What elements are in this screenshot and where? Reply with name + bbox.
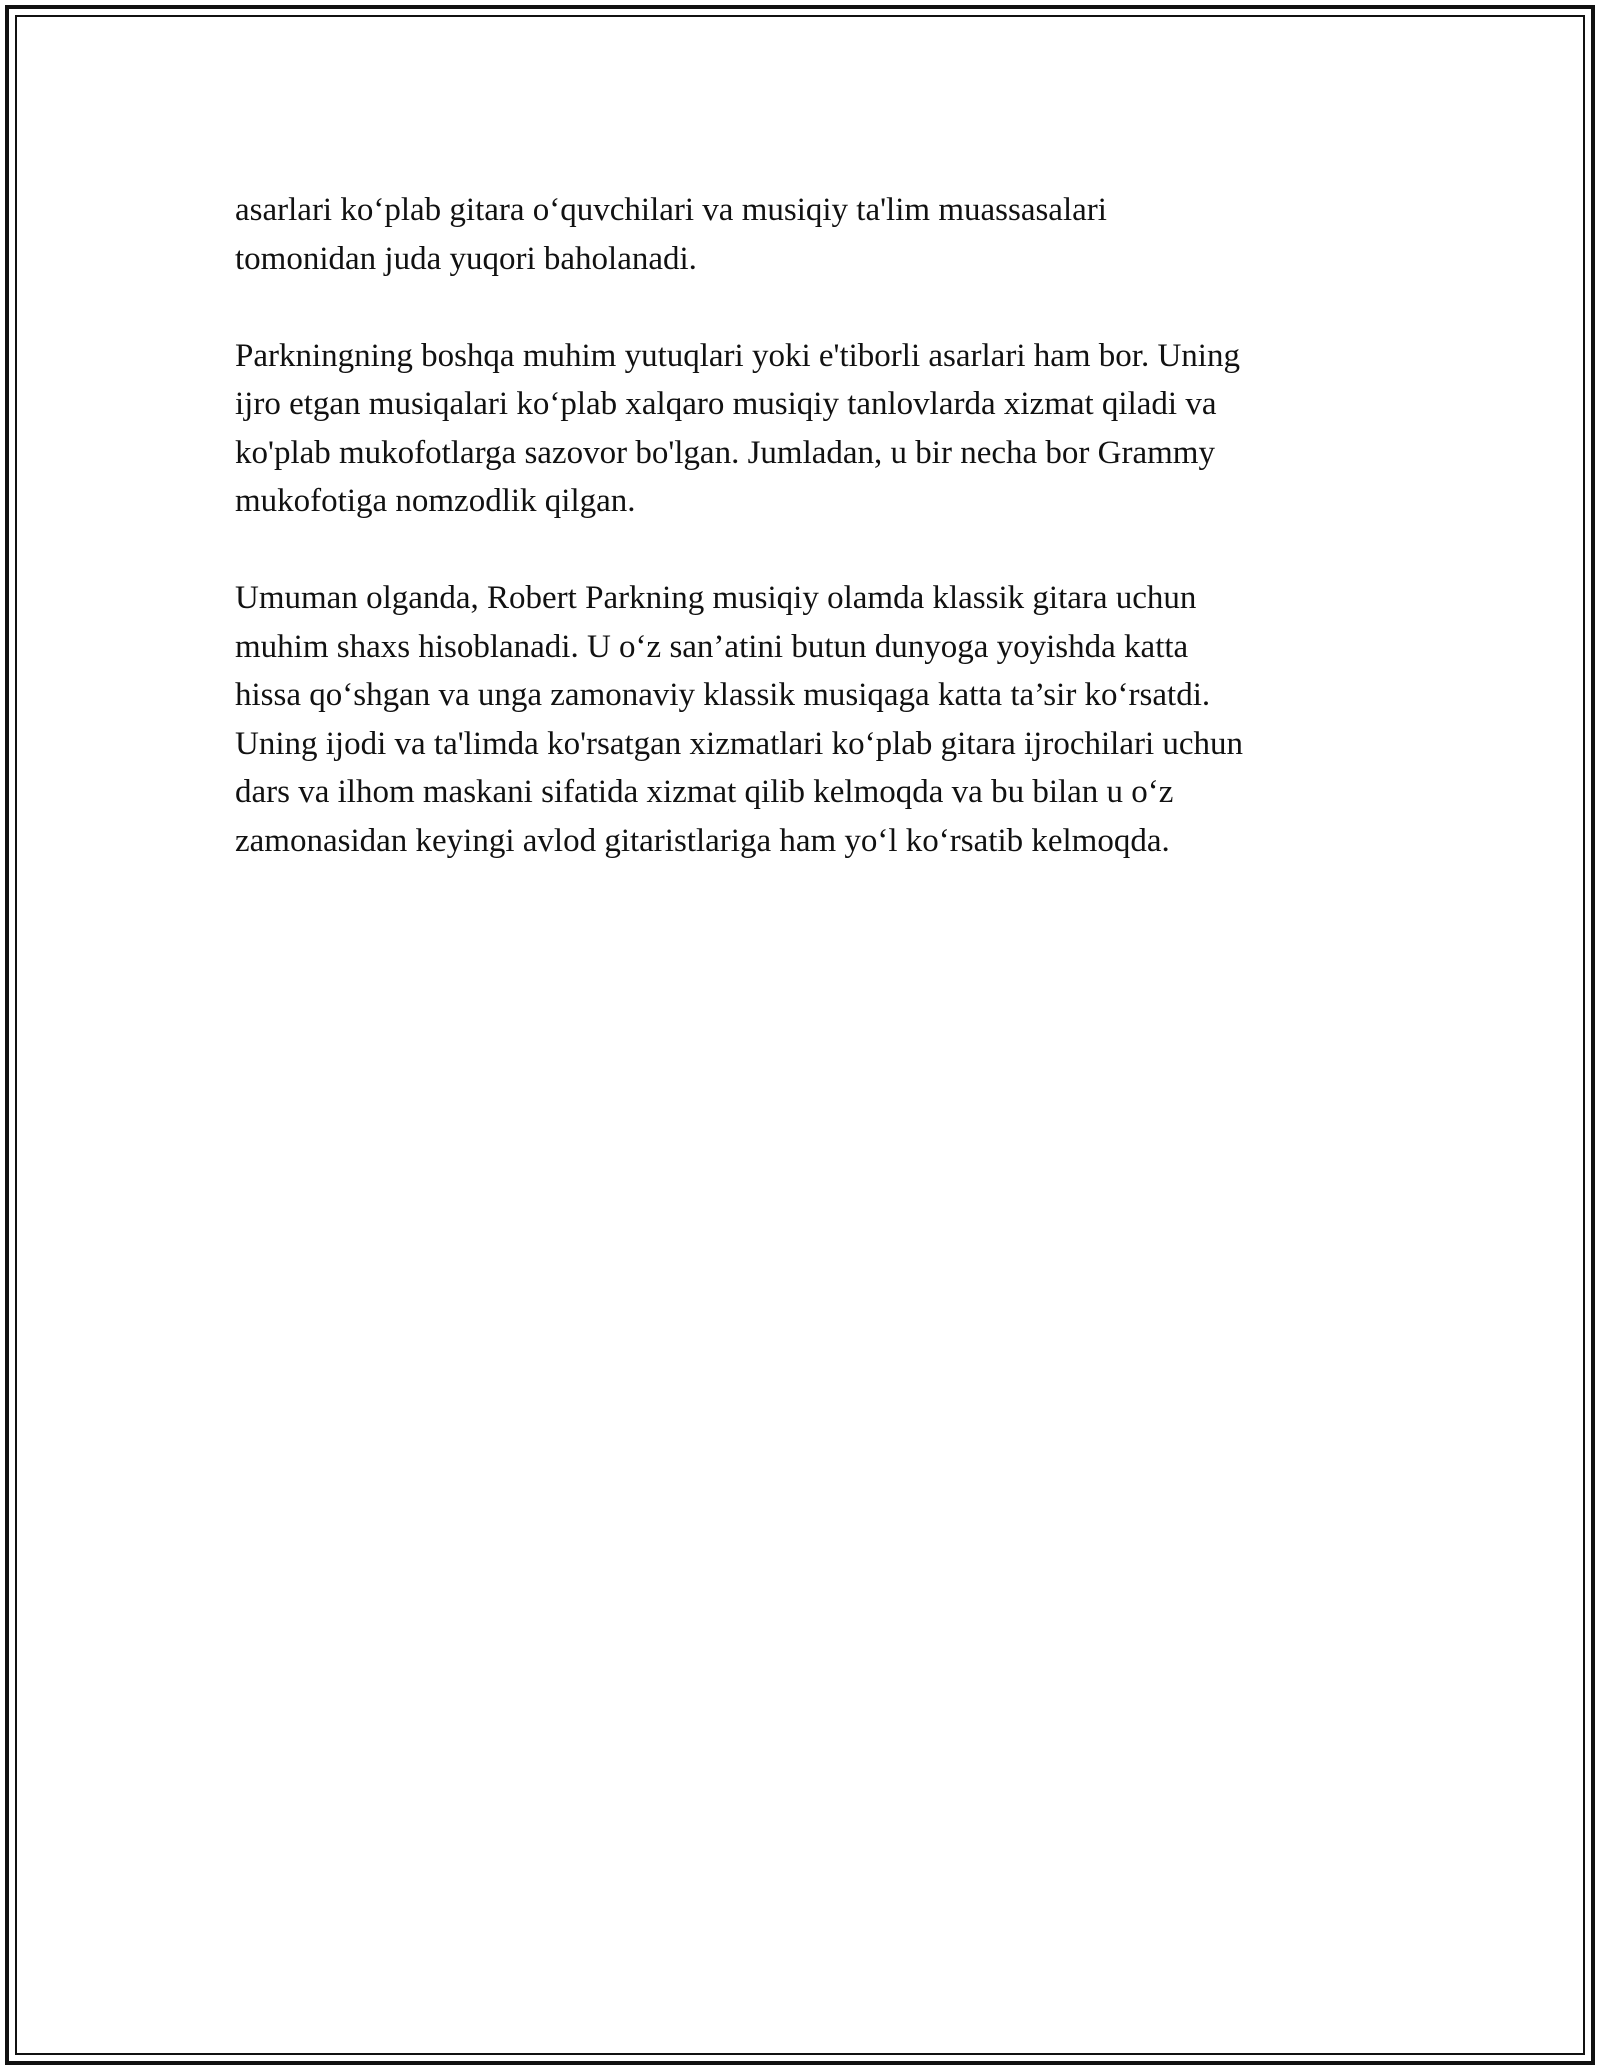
paragraph: Umuman olganda, Robert Parkning musiqiy olamda klassik gitara uchun muhim shaxs hisoblanadi. U oʻz san’atini butun dunyoga yoyishda katta hissa qoʻshgan va unga zamonaviy klassik musiqaga katta ta’sir koʻrsatdi. Uning ijodi va ta'limda ko'rsatgan xizmatlari koʻplab gitara ijrochilari uchun dars va ilhom maskani sifatida xizmat qilib kelmoqda va bu bilan u oʻz zamonasidan keyingi avlod gitaristlariga ham yoʻl koʻrsatib kelmoqda. [235,580,1244,859]
paragraph: asarlari koʻplab gitara oʻquvchilari va musiqiy ta'lim muassasalari tomonidan juda yuqori baholanadi. [235,192,1107,277]
document-body [235,186,1365,914]
paragraph: Parkningning boshqa muhim yutuqlari yoki e'tiborli asarlari ham bor. Uning ijro etgan musiqalari koʻplab xalqaro musiqiy tanlovlarda xizmat qiladi va ko'plab mukofotlarga sazovor bo'lgan. Jumladan, u bir necha bor Grammy mukofotiga nomzodlik qilgan. [235,337,1240,519]
